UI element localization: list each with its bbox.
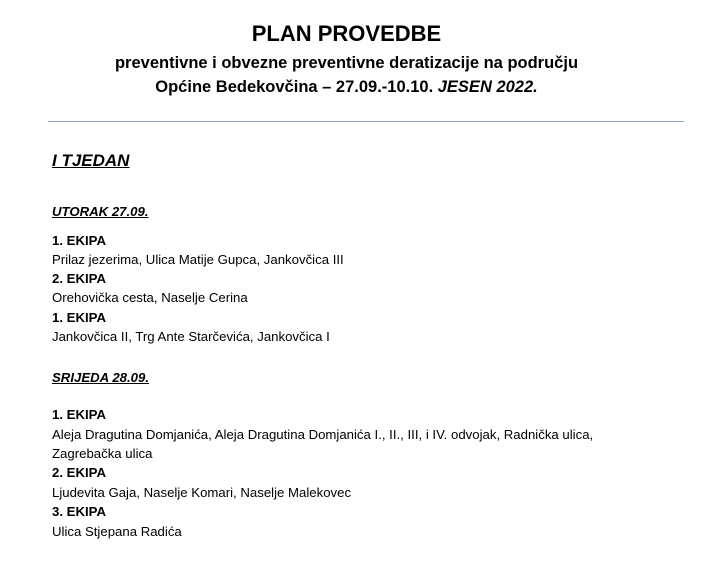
team-locations: Aleja Dragutina Domjanića, Aleja Dragutina Domjanića I., II., III, i IV. odvojak, Radnička ulica,	[52, 427, 594, 442]
team-label: 1. EKIPA	[52, 407, 106, 422]
team-label: 1. EKIPA	[52, 310, 106, 325]
document-subtitle: preventivne i obvezne preventivne deratizacije na području	[114, 54, 579, 72]
team-locations: Prilaz jezerima, Ulica Matije Gupca, Jankovčica III	[52, 252, 344, 267]
team-locations: Orehovička cesta, Naselje Cerina	[52, 290, 248, 305]
team-locations: Ulica Stjepana Radića	[52, 524, 182, 539]
period-text: Općine Bedekovčina – 27.09.-10.10.	[155, 78, 438, 96]
day-heading: SRIJEDA 28.09.	[52, 370, 149, 385]
header-divider	[48, 121, 684, 122]
team-label: 2. EKIPA	[52, 271, 106, 286]
team-label: 1. EKIPA	[52, 233, 106, 248]
season-text: JESEN 2022.	[437, 78, 538, 96]
team-locations-continued: Zagrebačka ulica	[52, 446, 153, 461]
week-heading: I TJEDAN	[52, 151, 130, 170]
team-label: 2. EKIPA	[52, 465, 106, 480]
team-locations: Jankovčica II, Trg Ante Starčevića, Jankovčica I	[52, 329, 330, 344]
document-subtitle-period	[0, 76, 693, 98]
day-heading: UTORAK 27.09.	[52, 204, 149, 219]
team-label: 3. EKIPA	[52, 504, 106, 519]
document-title: PLAN PROVEDBE	[251, 21, 442, 46]
team-locations: Ljudevita Gaja, Naselje Komari, Naselje Malekovec	[52, 485, 352, 500]
